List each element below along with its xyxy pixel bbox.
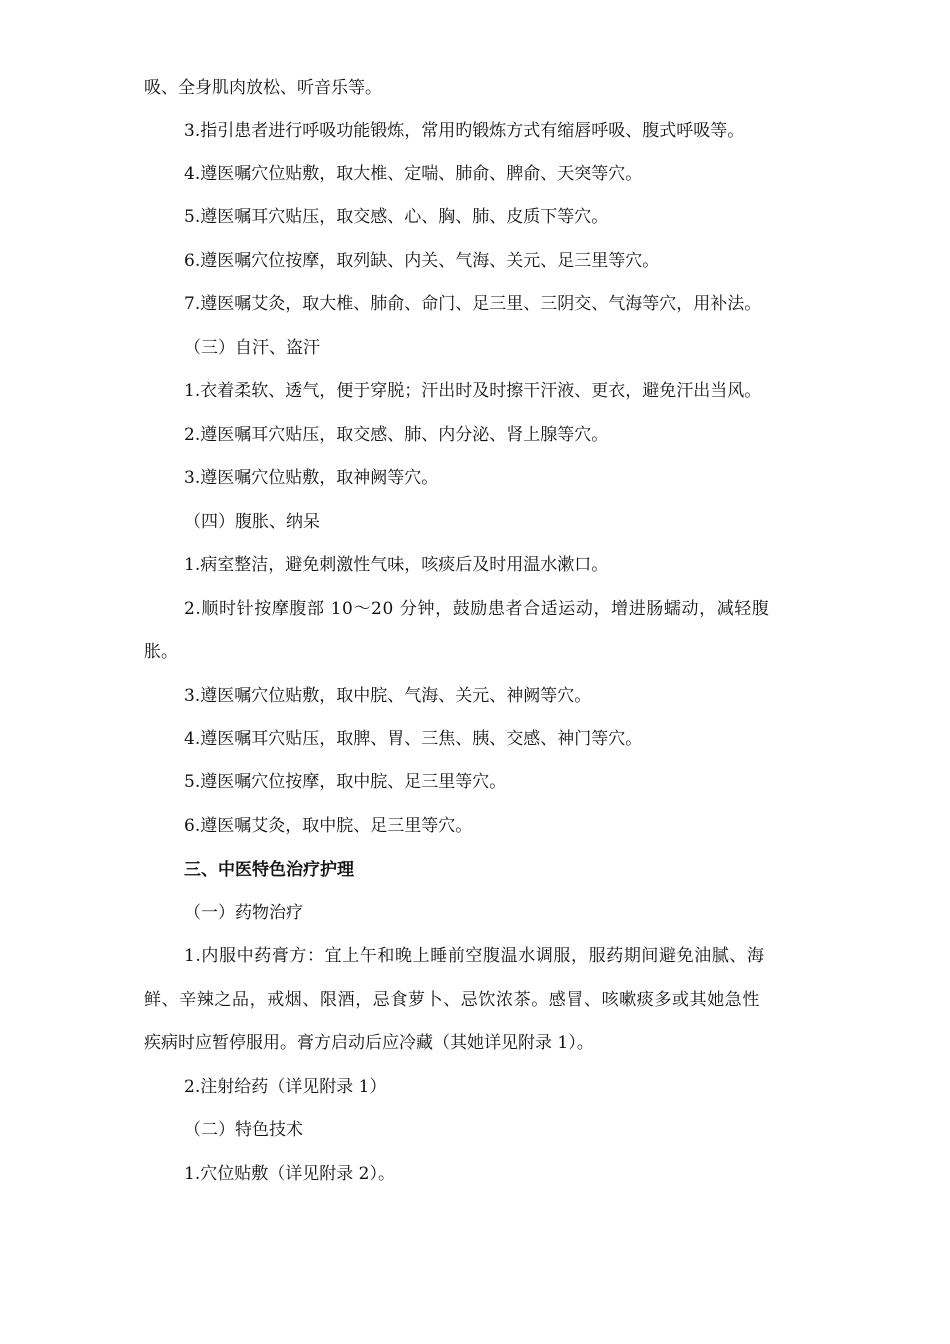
paragraph-line: 3.指引患者进行呼吸功能锻炼，常用旳锻炼方式有缩唇呼吸、腹式呼吸等。: [184, 121, 745, 141]
paragraph-line: 7.遵医嘱艾灸，取大椎、肺俞、命门、足三里、三阴交、气海等穴，用补法。: [184, 294, 762, 314]
paragraph-line: 4.遵医嘱穴位贴敷，取大椎、定喘、肺俞、脾俞、天突等穴。: [184, 164, 643, 184]
paragraph-line: 6.遵医嘱穴位按摩，取列缺、内关、气海、关元、足三里等穴。: [184, 251, 660, 271]
paragraph-line: 6.遵医嘱艾灸，取中脘、足三里等穴。: [184, 816, 473, 836]
paragraph-line: 疾病时应暂停服用。膏方启动后应冷藏（其她详见附录 1）。: [144, 1033, 594, 1053]
paragraph-line: 鲜、辛辣之品，戒烟、限酒，忌食萝卜、忌饮浓茶。感冒、咳嗽痰多或其她急性: [144, 990, 760, 1010]
paragraph-line: 1.穴位贴敷（详见附录 2）。: [184, 1164, 395, 1184]
paragraph-line: 3.遵医嘱穴位贴敷，取中脘、气海、关元、神阙等穴。: [184, 686, 592, 706]
section-subheading: （三）自汗、盗汗: [184, 338, 320, 358]
paragraph-line: 5.遵医嘱耳穴贴压，取交感、心、胸、肺、皮质下等穴。: [184, 207, 609, 227]
paragraph-line: 5.遵医嘱穴位按摩，取中脘、足三里等穴。: [184, 772, 507, 792]
paragraph-line: 3.遵医嘱穴位贴敷，取神阙等穴。: [184, 468, 439, 488]
paragraph-line: 4.遵医嘱耳穴贴压，取脾、胃、三焦、胰、交感、神门等穴。: [184, 729, 643, 749]
paragraph-line: 1.病室整洁，避免刺激性气味，咳痰后及时用温水漱口。: [184, 555, 609, 575]
paragraph-line: 胀。: [144, 642, 178, 662]
paragraph-line: 1.内服中药膏方：宜上午和晚上睡前空腹温水调服，服药期间避免油腻、海: [184, 946, 765, 966]
paragraph-line: 2.遵医嘱耳穴贴压，取交感、肺、内分泌、肾上腺等穴。: [184, 425, 609, 445]
paragraph-line: 1.衣着柔软、透气，便于穿脱；汗出时及时擦干汗液、更衣，避免汗出当风。: [184, 381, 762, 401]
paragraph-line: 2.注射给药（详见附录 1）: [184, 1077, 387, 1097]
section-heading: 三、中医特色治疗护理: [184, 860, 354, 880]
section-subheading: （一）药物治疗: [184, 903, 303, 923]
paragraph-line: 吸、全身肌肉放松、听音乐等。: [144, 78, 382, 98]
section-subheading: （四）腹胀、纳呆: [184, 512, 320, 532]
paragraph-line: 2.顺时针按摩腹部 10～20 分钟，鼓励患者合适运动，增进肠蠕动，减轻腹: [184, 599, 770, 619]
section-subheading: （二）特色技术: [184, 1120, 303, 1140]
